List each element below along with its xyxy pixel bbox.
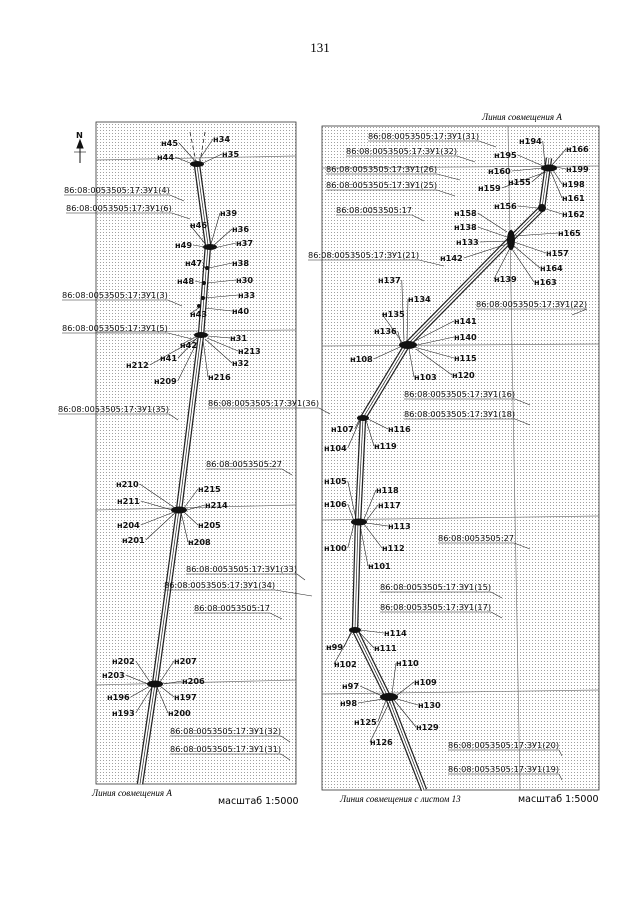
- right-node-label: н107: [331, 424, 354, 434]
- right-node-label: н159: [478, 183, 501, 193]
- right-cadastral-label: 86:08:0053505:17:ЗУ1(31): [368, 131, 480, 141]
- right-node-label: н103: [414, 372, 437, 382]
- left-node-label: н42: [180, 340, 198, 350]
- left-node-label: н203: [102, 670, 125, 680]
- right-node-label: н104: [324, 443, 347, 453]
- left-node-label: н211: [117, 496, 140, 506]
- right-node-label: н130: [418, 700, 441, 710]
- right-node-label: н115: [454, 353, 477, 363]
- left-node-label: н210: [116, 479, 139, 489]
- left-node-label: н196: [107, 692, 130, 702]
- right-node-label: н136: [374, 326, 397, 336]
- right-node-label: н161: [562, 193, 585, 203]
- left-node-label: н30: [236, 275, 254, 285]
- right-cadastral-label: 86:08:0053505:17:ЗУ1(26): [326, 164, 438, 174]
- right-node-label: н135: [382, 309, 405, 319]
- left-node-label: н215: [198, 484, 221, 494]
- left-cadastral-label: 86:08:0053505:17:ЗУ1(6): [66, 203, 172, 213]
- left-node-label: н37: [236, 238, 254, 248]
- right-node-label: н166: [566, 144, 589, 154]
- right-node-label: н102: [334, 659, 357, 669]
- left-cadastral-label: 86:08:0053505:17:ЗУ1(34): [164, 580, 276, 590]
- north-arrow-icon: [74, 140, 86, 163]
- left-node-label: н200: [168, 708, 191, 718]
- right-node-label: н98: [340, 698, 358, 708]
- left-node-label: н44: [157, 152, 175, 162]
- right-node-label: н108: [350, 354, 373, 364]
- right-node-label: н126: [370, 737, 393, 747]
- right-node-label: н105: [324, 476, 347, 486]
- left-node-label: н39: [220, 208, 238, 218]
- left-node-label: н41: [160, 353, 178, 363]
- left-cadastral-label: 86:08:0053505:17:ЗУ1(4): [64, 185, 170, 195]
- left-node-label: н34: [213, 134, 231, 144]
- left-node-label: н206: [182, 676, 205, 686]
- left-node-label: н216: [208, 372, 231, 382]
- right-cadastral-label: 86:08:0053505:17:ЗУ1(20): [448, 740, 560, 750]
- left-node-label: н49: [175, 240, 193, 250]
- right-cadastral-label: 86:08:0053505:17:ЗУ1(22): [476, 299, 588, 309]
- left-node-label: н208: [188, 537, 211, 547]
- left-node-label: н202: [112, 656, 135, 666]
- right-node-label: н139: [494, 274, 517, 284]
- left-cadastral-label: 86:08:0053505:17:ЗУ1(3): [62, 290, 168, 300]
- right-cadastral-label: 86:08:0053505:17:ЗУ1(18): [404, 409, 516, 419]
- left-node-label: н32: [232, 358, 250, 368]
- right-node-label: н155: [508, 177, 531, 187]
- right-node-label: н117: [378, 500, 401, 510]
- left-node-label: н36: [232, 224, 250, 234]
- left-node-label: н213: [238, 346, 261, 356]
- right-node-label: н162: [562, 209, 585, 219]
- right-cadastral-label: 86:08:0053505:17:ЗУ1(16): [404, 389, 516, 399]
- right-cadastral-label: 86:08:0053505:17:ЗУ1(32): [346, 146, 458, 156]
- right-node-label: н137: [378, 275, 401, 285]
- left-cadastral-label: 86:08:0053505:17: [194, 603, 270, 613]
- right-caption-bottom: Линия совмещения с листом 13: [340, 794, 461, 804]
- right-node-label: н194: [519, 136, 542, 146]
- right-scale: масштаб 1:5000: [518, 794, 599, 805]
- right-node-label: н198: [562, 179, 585, 189]
- right-node-label: н165: [558, 228, 581, 238]
- left-node-label: н33: [238, 290, 256, 300]
- left-node-label: н214: [205, 500, 228, 510]
- left-scale: масштаб 1:5000: [218, 796, 299, 807]
- left-node-label: н209: [154, 376, 177, 386]
- right-node-label: н97: [342, 681, 360, 691]
- right-node-label: н116: [388, 424, 411, 434]
- left-caption: Линия совмещения А: [92, 788, 172, 798]
- left-node-label: н47: [185, 258, 203, 268]
- left-cadastral-label: 86:08:0053505:17:ЗУ1(5): [62, 323, 168, 333]
- left-node-label: н193: [112, 708, 135, 718]
- left-node-label: н201: [122, 535, 145, 545]
- left-cadastral-label: 86:08:0053505:17:ЗУ1(36): [208, 398, 320, 408]
- left-cadastral-label: 86:08:0053505:27: [206, 459, 282, 469]
- right-caption-top: Линия совмещения А: [482, 112, 562, 122]
- right-node-label: н120: [452, 370, 475, 380]
- right-node-label: н119: [374, 441, 397, 451]
- left-cadastral-label: 86:08:0053505:17:ЗУ1(35): [58, 404, 170, 414]
- right-node-label: н141: [454, 316, 477, 326]
- right-node-label: н156: [494, 201, 517, 211]
- right-node-label: н110: [396, 658, 419, 668]
- left-cadastral-label: 86:08:0053505:17:ЗУ1(31): [170, 744, 282, 754]
- right-node-label: н100: [324, 543, 347, 553]
- right-node-label: н118: [376, 485, 399, 495]
- left-cadastral-leader: [297, 574, 305, 580]
- right-node-label: н129: [416, 722, 439, 732]
- page-number: 131: [310, 40, 330, 55]
- right-node-label: н133: [456, 237, 479, 247]
- left-node-label: н46: [190, 220, 208, 230]
- right-node-label: н106: [324, 499, 347, 509]
- right-cadastral-label: 86:08:0053505:17:ЗУ1(19): [448, 764, 560, 774]
- right-node-label: н109: [414, 677, 437, 687]
- right-node-label: н158: [454, 208, 477, 218]
- left-node-label: н38: [232, 258, 250, 268]
- right-node-label: н142: [440, 253, 463, 263]
- right-node-label: н113: [388, 521, 411, 531]
- right-node-label: н112: [382, 543, 405, 553]
- right-node-label: н160: [488, 166, 511, 176]
- left-node-label: н205: [198, 520, 221, 530]
- right-node-label: н134: [408, 294, 431, 304]
- right-node-label: н195: [494, 150, 517, 160]
- right-cadastral-label: 86:08:0053505:17:ЗУ1(15): [380, 582, 492, 592]
- left-node-label: н197: [174, 692, 197, 702]
- right-node-label: н138: [454, 222, 477, 232]
- left-node-label: н207: [174, 656, 197, 666]
- right-node-label: н101: [368, 561, 391, 571]
- left-node-label: н43: [190, 309, 208, 319]
- left-cadastral-label: 86:08:0053505:17:ЗУ1(33): [186, 564, 298, 574]
- right-cadastral-label: 86:08:0053505:17:ЗУ1(17): [380, 602, 492, 612]
- right-node-label: н163: [534, 277, 557, 287]
- right-node-label: н114: [384, 628, 407, 638]
- right-node-label: н157: [546, 248, 569, 258]
- left-node-label: н45: [161, 138, 179, 148]
- right-node-label: н111: [374, 643, 397, 653]
- right-cadastral-label: 86:08:0053505:17:ЗУ1(25): [326, 180, 438, 190]
- right-node-label: н199: [566, 164, 589, 174]
- left-node-label: н35: [222, 149, 240, 159]
- right-cadastral-label: 86:08:0053505:17:ЗУ1(21): [308, 250, 420, 260]
- right-node-label: н140: [454, 332, 477, 342]
- right-node-label: н164: [540, 263, 563, 273]
- north-label: N: [76, 130, 83, 140]
- left-node-label: н40: [232, 306, 250, 316]
- right-cadastral-label: 86:08:0053505:17: [336, 205, 412, 215]
- left-node-label: н212: [126, 360, 149, 370]
- right-node-label: н125: [354, 717, 377, 727]
- right-node-label: н99: [326, 642, 344, 652]
- left-node-label: н48: [177, 276, 195, 286]
- right-cadastral-label: 86:08:0053505:27: [438, 533, 514, 543]
- left-node-label: н31: [230, 333, 248, 343]
- left-cadastral-label: 86:08:0053505:17:ЗУ1(32): [170, 726, 282, 736]
- left-node-label: н204: [117, 520, 140, 530]
